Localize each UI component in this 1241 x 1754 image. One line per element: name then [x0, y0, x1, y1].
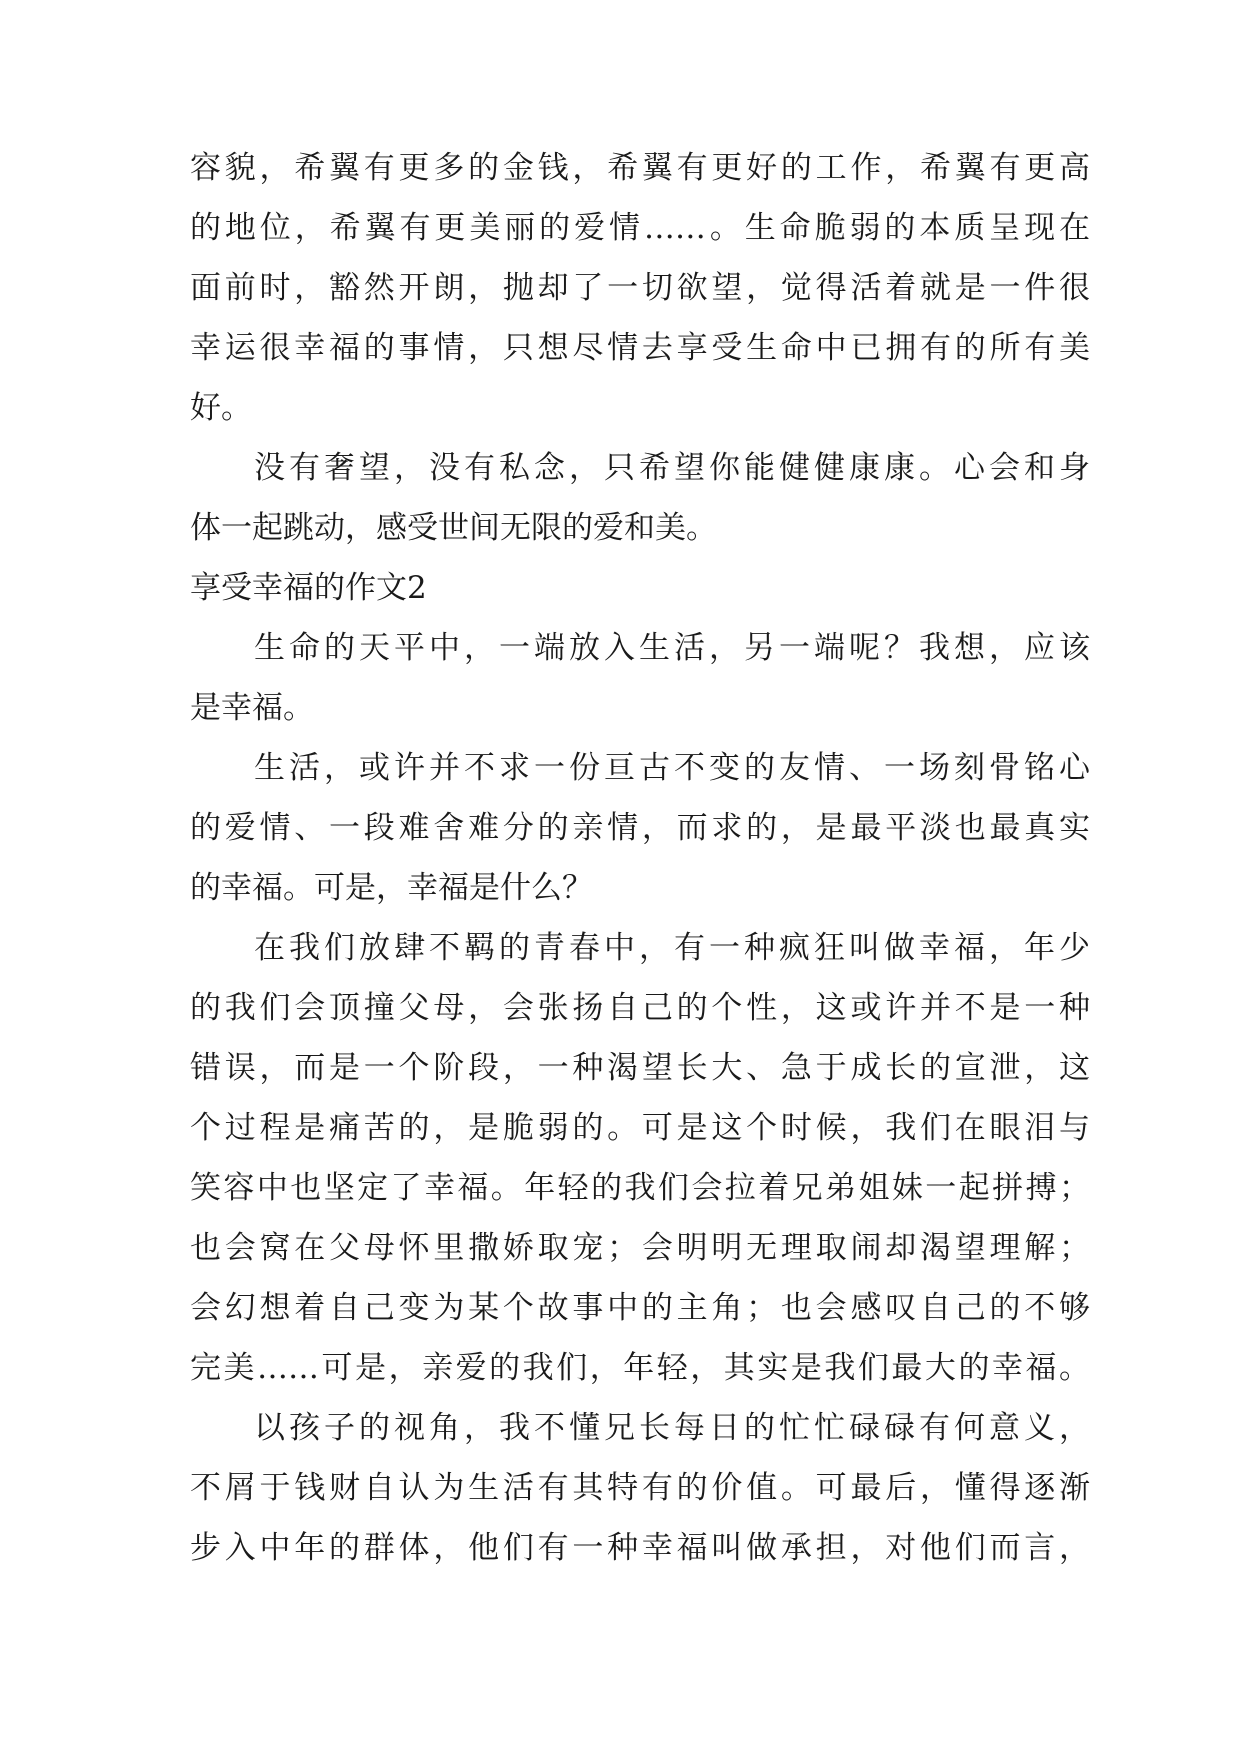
text-line: 容貌，希翼有更多的金钱，希翼有更好的工作，希翼有更高 — [190, 150, 1090, 186]
text-line: 体一起跳动，感受世间无限的爱和美。 — [190, 510, 717, 546]
text-line: 步入中年的群体，他们有一种幸福叫做承担，对他们而言， — [190, 1530, 1090, 1566]
text-line: 的爱情、一段难舍难分的亲情，而求的，是最平淡也最真实 — [190, 810, 1090, 846]
text-line: 也会窝在父母怀里撒娇取宠；会明明无理取闹却渴望理解； — [190, 1230, 1090, 1266]
section-heading: 享受幸福的作文2 — [190, 570, 427, 606]
text-line: 会幻想着自己变为某个故事中的主角；也会感叹自己的不够 — [190, 1290, 1090, 1326]
text-line: 错误，而是一个阶段，一种渴望长大、急于成长的宣泄，这 — [190, 1050, 1090, 1086]
text-line: 生活，或许并不求一份亘古不变的友情、一场刻骨铭心 — [254, 750, 1090, 786]
text-line: 面前时，豁然开朗，抛却了一切欲望，觉得活着就是一件很 — [190, 270, 1090, 306]
text-line: 笑容中也坚定了幸福。年轻的我们会拉着兄弟姐妹一起拼搏； — [190, 1170, 1090, 1206]
text-line: 幸运很幸福的事情，只想尽情去享受生命中已拥有的所有美 — [190, 330, 1090, 366]
text-line: 的我们会顶撞父母，会张扬自己的个性，这或许并不是一种 — [190, 990, 1090, 1026]
text-line: 是幸福。 — [190, 690, 314, 726]
text-line: 的地位，希翼有更美丽的爱情……。生命脆弱的本质呈现在 — [190, 210, 1090, 246]
text-line: 的幸福。可是，幸福是什么？ — [190, 870, 593, 906]
text-line: 以孩子的视角，我不懂兄长每日的忙忙碌碌有何意义， — [254, 1410, 1090, 1446]
text-line: 不屑于钱财自认为生活有其特有的价值。可最后，懂得逐渐 — [190, 1470, 1090, 1506]
text-line: 在我们放肆不羁的青春中，有一种疯狂叫做幸福，年少 — [254, 930, 1090, 966]
text-line: 个过程是痛苦的，是脆弱的。可是这个时候，我们在眼泪与 — [190, 1110, 1090, 1146]
text-line: 好。 — [190, 390, 252, 426]
text-line: 生命的天平中，一端放入生活，另一端呢？我想，应该 — [254, 630, 1090, 666]
text-line: 没有奢望，没有私念，只希望你能健健康康。心会和身 — [254, 450, 1090, 486]
text-line: 完美……可是，亲爱的我们，年轻，其实是我们最大的幸福。 — [190, 1350, 1090, 1386]
